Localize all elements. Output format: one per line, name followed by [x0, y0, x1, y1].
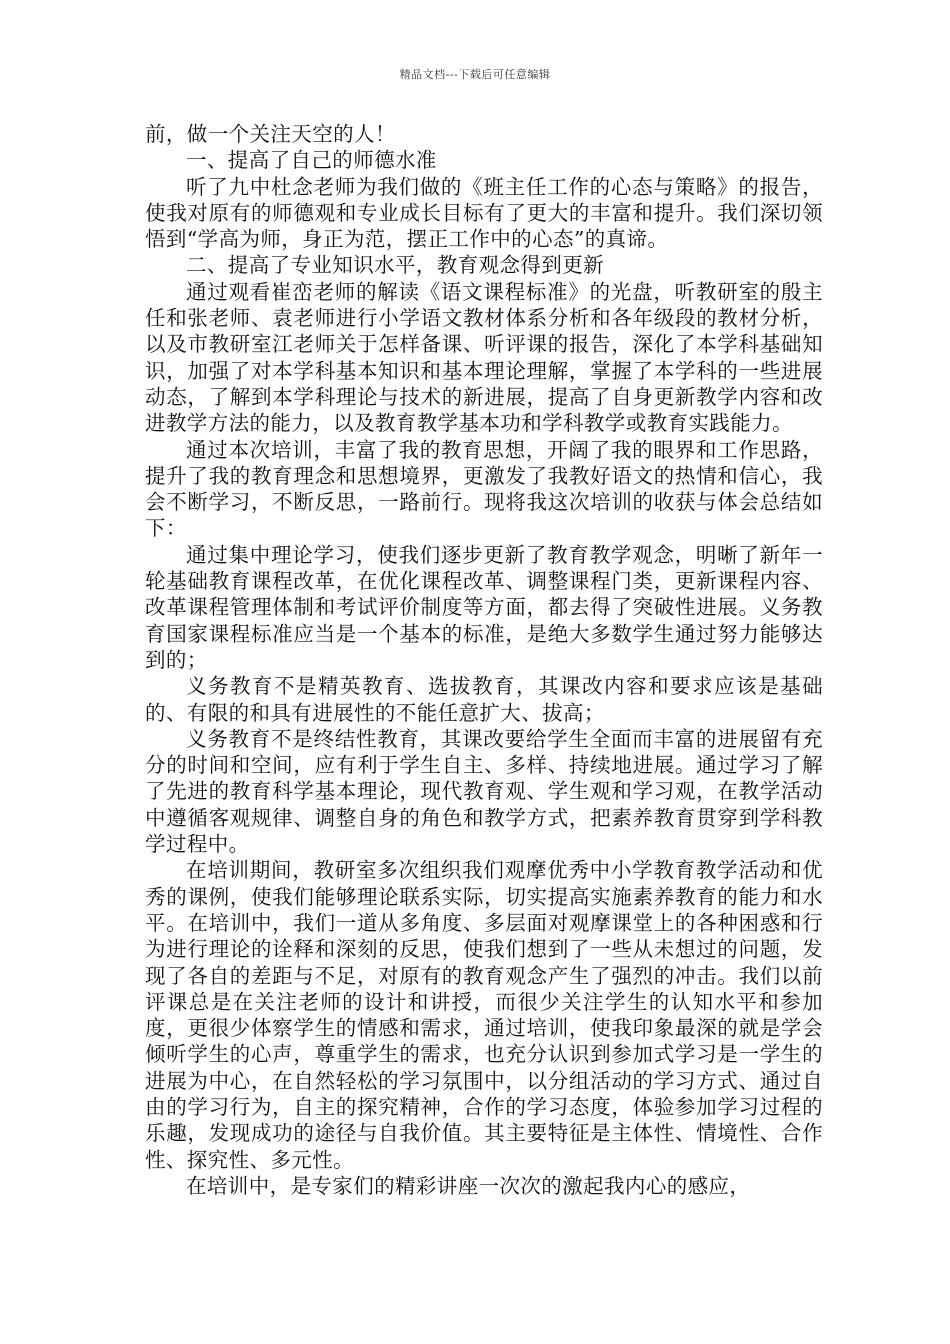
paragraph: 前，做一个关注天空的人！	[145, 122, 396, 146]
paragraph: 听了九中杜念老师为我们做的《班主任工作的心态与策略》的报告，使我对原有的师德观和专业成长目标有了更大的丰富和提升。我们深切领悟到“学高为师，身正为范，摆正工作中的心态”的真谛。	[145, 174, 823, 252]
paragraph: 在培训中，是专家们的精彩讲座一次次的激起我内心的感应，	[186, 1173, 751, 1198]
paragraph: 义务教育不是精英教育、选拔教育，其课改内容和要求应该是基础的、有限的和具有进展性的不能任意扩大、拔高；	[145, 674, 823, 725]
paragraph: 通过本次培训，丰富了我的教育思想，开阔了我的眼界和工作思路，提升了我的教育理念和思想境界，更激发了我教好语文的热情和信心，我会不断学习，不断反思，一路前行。现将我这次培训的收获与体会总结如下：	[145, 437, 823, 541]
paragraph: 通过观看崔峦老师的解读《语文课程标准》的光盘，听教研室的殷主任和张老师、袁老师进行小学语文教材体系分析和各年级段的教材分析，以及市教研室江老师关于怎样备课、听评课的报告，深化了本学科基础知识，加强了对本学科基本知识和基本理论理解，掌握了本学科的一些进展动态，了解到本学科理论与技术的新进展，提高了自身更新教学内容和改进教学方法的能力，以及教育教学基本功和学科教学或教育实践能力。	[145, 279, 823, 436]
section-heading: 二、提高了专业知识水平，教育观念得到更新	[186, 253, 604, 278]
document-body	[145, 121, 823, 1199]
page-header: 精品文档---下载后可任意编辑	[399, 68, 551, 81]
paragraph: 义务教育不是终结性教育，其课改要给学生全面而丰富的进展留有充分的时间和空间，应有利于学生自主、多样、持续地进展。通过学习了解了先进的教育科学基本理论，现代教育观、学生观和学习观，在教学活动中遵循客观规律、调整自身的角色和教学方式，把素养教育贯穿到学科教学过程中。	[145, 726, 823, 857]
section-heading: 一、提高了自己的师德水准	[186, 148, 437, 173]
paragraph: 在培训期间，教研室多次组织我们观摩优秀中小学教育教学活动和优秀的课例，使我们能够理论联系实际，切实提高实施素养教育的能力和水平。在培训中，我们一道从多角度、多层面对观摩课堂上的各种困惑和行为进行理论的诠释和深刻的反思，使我们想到了一些从未想过的问题，发现了各自的差距与不足，对原有的教育观念产生了强烈的冲击。我们以前评课总是在关注老师的设计和讲授，而很少关注学生的认知水平和参加度，更很少体察学生的情感和需求，通过培训，使我印象最深的就是学会倾听学生的心声，尊重学生的需求，也充分认识到参加式学习是一学生的进展为中心，在自然轻松的学习氛围中，以分组活动的学习方式、通过自由的学习行为，自主的探究精神，合作的学习态度，体验参加学习过程的乐趣，发现成功的途径与自我价值。其主要特征是主体性、情境性、合作性、探究性、多元性。	[145, 858, 823, 1172]
paragraph: 通过集中理论学习，使我们逐步更新了教育教学观念，明晰了新年一轮基础教育课程改革，在优化课程改革、调整课程门类，更新课程内容、改革课程管理体制和考试评价制度等方面，都去得了突破性进展。义务教育国家课程标准应当是一个基本的标准，是绝大多数学生通过努力能够达到的；	[145, 542, 823, 672]
